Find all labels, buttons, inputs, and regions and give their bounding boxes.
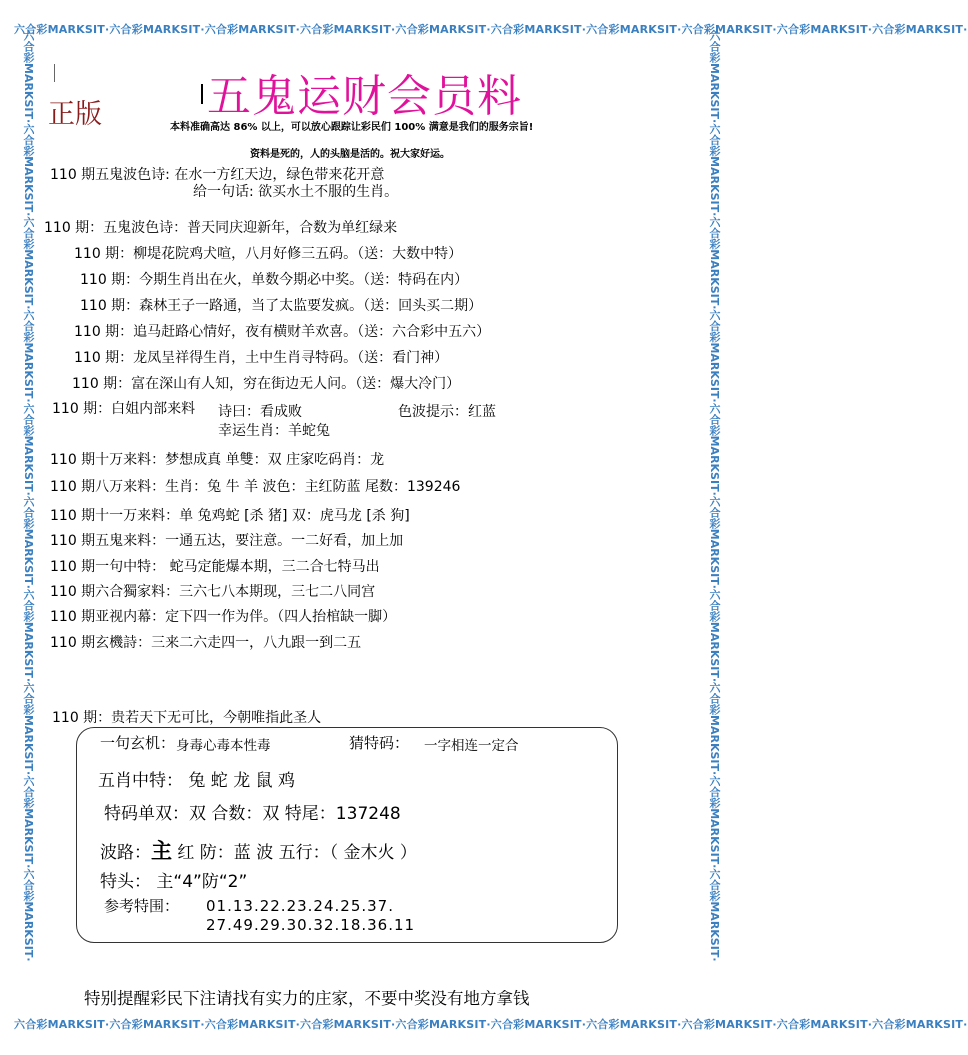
- title-bar-mark: [201, 84, 203, 104]
- line-fire: 110 期：今期生肖出在火，单数今期必中奖。（送：特码在内）: [80, 272, 469, 288]
- line-mountain: 110 期：富在深山有人知，穷在街边无人问。（送：爆大冷门）: [72, 376, 461, 392]
- subtitle-accuracy: 本料准确高达 86% 以上，可以放心跟踪让彩民们 100% 满意是我们的服务宗旨!: [170, 122, 534, 133]
- border-right-text: 六合彩MARKSIT·六合彩MARKSIT·六合彩MARKSIT·六合彩MARKSIT·六合彩MARKSIT·六合彩MARKSIT·六合彩MARKSIT·六合彩MARKSIT·六合彩MARKSIT·六合彩MARKSIT·: [708, 30, 721, 962]
- line-forest: 110 期：森林王子一路通，当了太监要发疯。（送：回头买二期）: [80, 298, 483, 314]
- border-top-text: 六合彩MARKSIT·六合彩MARKSIT·六合彩MARKSIT·六合彩MARKSIT·六合彩MARKSIT·六合彩MARKSIT·六合彩MARKSIT·六合彩MARKSIT·六合彩MARKSIT·六合彩MARKSIT·: [14, 23, 968, 36]
- line-mystic-poem: 110 期玄機詩：三来二六走四一，八九跟一到二五: [50, 635, 362, 651]
- line-color-poem-2: 110 期：五鬼波色诗：普天同庆迎新年，合数为单红绿来: [44, 220, 398, 236]
- border-left-text: 六合彩MARKSIT·六合彩MARKSIT·六合彩MARKSIT·六合彩MARKSIT·六合彩MARKSIT·六合彩MARKSIT·六合彩MARKSIT·六合彩MARKSIT·六合彩MARKSIT·六合彩MARKSIT·: [22, 30, 35, 962]
- line-lucky-zodiac: 幸运生肖：羊蛇兔: [218, 423, 330, 439]
- guess-code-value: 一字相连一定合: [424, 738, 519, 754]
- line-atv: 110 期亚视内幕：定下四一作为伴。（四人抬棺缺一脚）: [50, 609, 397, 625]
- decorative-tick: [54, 64, 55, 82]
- five-zodiac: 五肖中特： 兔 蛇 龙 鼠 鸡: [98, 771, 296, 791]
- reference-numbers-1: 01.13.22.23.24.25.37.: [206, 897, 394, 915]
- footer-warning: 特别提醒彩民下注请找有实力的庄家，不要中奖没有地方拿钱: [84, 989, 530, 1008]
- special-head: 特头： 主“4”防“2”: [100, 872, 248, 892]
- page-title: 五鬼运财会员料: [207, 71, 522, 122]
- line-100k: 110 期十万来料：梦想成真 单雙：双 庄家吃码肖：龙: [50, 452, 385, 468]
- line-wugui: 110 期五鬼来料：一通五达，要注意。一二好看，加上加: [50, 533, 404, 549]
- line-willow: 110 期：柳堤花院鸡犬喧，八月好修三五码。（送：大数中特）: [74, 246, 463, 262]
- wave-main: 主: [151, 839, 172, 863]
- xuanji-label: 一句玄机：: [100, 734, 176, 752]
- guess-code-label: 猜特码：: [349, 734, 410, 752]
- xuanji-value: 身毒心毒本性毒: [176, 738, 271, 754]
- line-one-sentence: 给一句话: 欲买水土不服的生肖。: [193, 184, 399, 200]
- line-color-hint: 色波提示：红蓝: [398, 404, 496, 420]
- line-one-sentence-tip: 110 期一句中特： 蛇马定能爆本期，三二合七特马出: [50, 559, 380, 575]
- line-110k: 110 期十一万来料：单 兔鸡蛇 [杀 猪] 双：虎马龙 [杀 狗]: [50, 508, 410, 524]
- line-baijie-poem: 诗曰：看成败: [218, 404, 302, 420]
- wave-label: 波路：: [100, 843, 151, 863]
- line-wugui-color-poem: 110 期五鬼波色诗: 在水一方红天边，绿色带来花开意: [50, 167, 385, 183]
- line-exclusive: 110 期六合獨家料：三六七八本期现，三七二八同宫: [50, 584, 376, 600]
- reference-label: 参考特围：: [104, 897, 180, 915]
- reference-numbers-2: 27.49.29.30.32.18.36.11: [206, 916, 416, 934]
- line-baijie: 110 期：白姐内部来料: [52, 401, 196, 417]
- line-sage: 110 期：贵若天下无可比，今朝唯指此圣人: [52, 710, 322, 726]
- line-dragon: 110 期：龙凤呈祥得生肖，土中生肖寻特码。（送：看门神）: [74, 350, 449, 366]
- wave-rest: 红 防：蓝 波 五行：（ 金木火 ）: [172, 843, 417, 863]
- border-bottom-text: 六合彩MARKSIT·六合彩MARKSIT·六合彩MARKSIT·六合彩MARKSIT·六合彩MARKSIT·六合彩MARKSIT·六合彩MARKSIT·六合彩MARKSIT·六合彩MARKSIT·六合彩MARKSIT·: [14, 1018, 968, 1031]
- subtitle-luck: 资料是死的，人的头脑是活的。祝大家好运。: [250, 149, 450, 160]
- wave-line: [100, 835, 417, 865]
- line-80k: 110 期八万来料：生肖：兔 牛 羊 波色：主红防蓝 尾数：139246: [50, 479, 461, 495]
- authentic-badge: 正版: [48, 99, 102, 130]
- odd-even: 特码单双：双 合数：双 特尾：137248: [104, 804, 401, 824]
- line-horse: 110 期：追马赶路心情好，夜有横财羊欢喜。（送：六合彩中五六）: [74, 324, 491, 340]
